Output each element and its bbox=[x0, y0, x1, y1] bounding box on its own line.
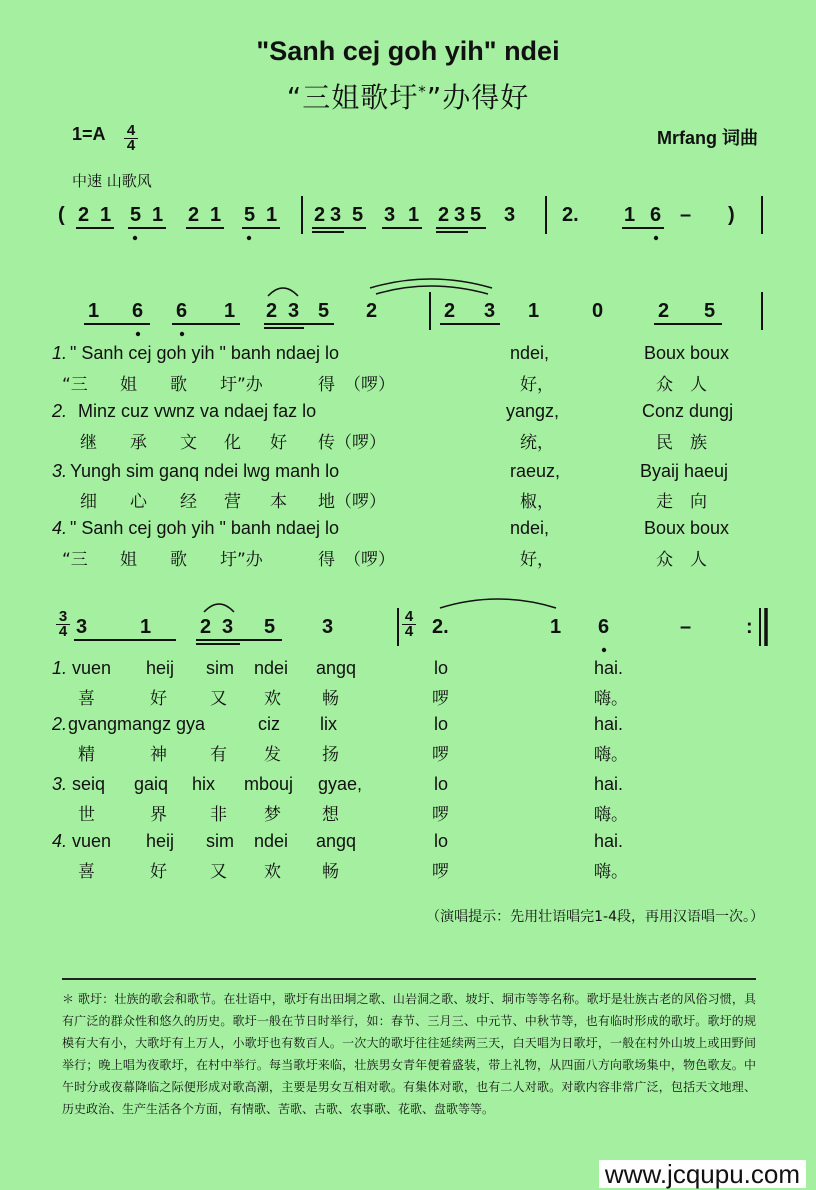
note: 0 bbox=[592, 300, 604, 322]
lyric-zhuang: sim bbox=[206, 831, 234, 851]
note: 2. bbox=[562, 204, 579, 226]
note: 1 bbox=[88, 300, 100, 322]
lyric-chinese: 统， bbox=[520, 433, 554, 453]
lyric-zhuang: gyae, bbox=[318, 774, 363, 794]
lyric-chinese: 心 bbox=[130, 492, 147, 512]
intro-paren-open: ( bbox=[58, 204, 65, 226]
lyric-chinese: 传（啰） bbox=[318, 433, 386, 453]
note: 1 bbox=[408, 204, 420, 226]
lyric-zhuang: Boux boux bbox=[644, 518, 730, 538]
key-signature: 1=A bbox=[72, 124, 106, 144]
verse-number: 1. bbox=[52, 343, 68, 363]
lyric-chinese: 文 bbox=[180, 433, 197, 453]
lyric-chinese: 世 bbox=[78, 805, 95, 825]
time-signature: 4 4 bbox=[124, 124, 138, 153]
lyric-zhuang: Byaij haeuj bbox=[640, 461, 729, 481]
lyric-chinese: 好 bbox=[270, 433, 287, 453]
lyric-chinese: 好， bbox=[520, 375, 554, 395]
verse-number: 3. bbox=[52, 461, 68, 481]
lyric-zhuang: hai. bbox=[594, 714, 624, 734]
note: 3 bbox=[222, 616, 234, 638]
octave-dots bbox=[133, 236, 658, 240]
lyric-zhuang: vuen bbox=[72, 831, 112, 851]
note: 3 bbox=[322, 616, 334, 638]
lyric-zhuang: hix bbox=[192, 774, 216, 794]
lyric-zhuang: raeuz, bbox=[510, 461, 561, 481]
lyric-chinese: 椒， bbox=[520, 492, 554, 512]
note: – bbox=[680, 204, 692, 226]
lyric-chinese: 精 bbox=[78, 745, 95, 765]
ties-line2 bbox=[204, 599, 556, 612]
footnote-text: ＊ 歌圩：壮族的歌会和歌节。在壮语中，歌圩有出田垌之歌、山岩洞之歌、坡圩、垌市等等名称。歌圩是壮族古老的风俗习惯，具有广泛的群众性和悠久的历史。歌圩一般在节日时举行，如：春节、三月三、中元节、中秋节等，也有临时形成的歌圩。歌圩的规模有大有小，大歌圩有上万人，小歌圩也有数百人。一次大的歌圩往往延续两三天，白天唱为日歌圩，一般在村外山坡上或田野间举行；晚上唱为夜歌圩，在村中举行。每当歌圩来临，壮族男女青年便着盛装，带上礼物，从四面八方向歌场集中，物色歌友。中午时分或夜幕降临之际便形成对歌高潮，主要是男女互相对歌。有集体对歌，也有二人对歌。对歌内容非常广泛，包括天文地理、历史政治、生产生活各个方面，有情歌、苦歌、古歌、农事歌、花歌、盘歌等等。 bbox=[62, 992, 756, 1116]
note: 2 bbox=[188, 204, 200, 226]
time-signature-3-4: 3 4 bbox=[56, 610, 70, 639]
lyric-zhuang: hai. bbox=[594, 658, 624, 678]
lyric-chinese: 好 bbox=[150, 689, 167, 709]
lyric-zhuang: hai. bbox=[594, 831, 624, 851]
lyric-zhuang: vuen bbox=[72, 658, 112, 678]
lyric-zhuang: yangz, bbox=[506, 401, 560, 421]
note: 3 bbox=[76, 616, 88, 638]
tempo-marking: 中速 山歌风 bbox=[72, 172, 152, 190]
note: 6 bbox=[132, 300, 144, 322]
lyric-chinese: 姐 bbox=[120, 375, 137, 395]
note: 1 bbox=[152, 204, 164, 226]
lyric-chinese: “三 bbox=[62, 550, 88, 570]
lyric-zhuang: sim bbox=[206, 658, 234, 678]
lyric-zhuang: heij bbox=[146, 658, 175, 678]
note: 5 bbox=[470, 204, 482, 226]
lyric-chinese: 歌 bbox=[170, 375, 187, 395]
repeat-dots: : bbox=[746, 616, 753, 638]
note: 2 bbox=[658, 300, 670, 322]
lyric-chinese: 走 向 bbox=[656, 492, 707, 512]
note: 3 bbox=[484, 300, 496, 322]
lyric-zhuang: ndei bbox=[254, 658, 289, 678]
note: 1 bbox=[100, 204, 112, 226]
title-chinese: “三姐歌圩*”办得好 bbox=[286, 81, 530, 114]
lyric-zhuang: gya bbox=[176, 714, 206, 734]
lyric-zhuang: mbouj bbox=[244, 774, 294, 794]
note: 5 bbox=[130, 204, 142, 226]
verse-number: 3. bbox=[52, 774, 68, 794]
note: 2 bbox=[200, 616, 212, 638]
lyric-zhuang: angq bbox=[316, 658, 357, 678]
note: 2. bbox=[432, 616, 449, 638]
performance-hint: （演唱提示：先用壮语唱完1-4段，再用汉语唱一次。） bbox=[426, 909, 764, 925]
lyric-chinese: 嗨。 bbox=[594, 805, 628, 825]
lyric-chinese: 细 bbox=[80, 492, 97, 512]
note: 1 bbox=[266, 204, 278, 226]
lyric-chinese: 圩”办 bbox=[220, 375, 263, 395]
octave-dots-line2 bbox=[602, 648, 606, 652]
lyric-chinese: 众 人 bbox=[656, 550, 707, 570]
lyric-zhuang: lo bbox=[434, 714, 449, 734]
lyric-chinese: 啰 bbox=[432, 862, 449, 882]
lyric-zhuang: hai. bbox=[594, 774, 624, 794]
lyric-chinese: 欢 bbox=[264, 689, 281, 709]
note: 6 bbox=[650, 204, 662, 226]
note: 3 bbox=[384, 204, 396, 226]
note: 6 bbox=[176, 300, 188, 322]
note: 5 bbox=[704, 300, 716, 322]
octave-dots-line1 bbox=[136, 332, 184, 336]
verse-number: 4. bbox=[52, 831, 68, 851]
lyric-chinese: （啰） bbox=[344, 550, 395, 570]
lyric-zhuang: heij bbox=[146, 831, 175, 851]
lyric-chinese: 嗨。 bbox=[594, 689, 628, 709]
beam-lines bbox=[76, 228, 664, 232]
lyric-chinese: 扬 bbox=[322, 745, 339, 765]
lyric-chinese: 界 bbox=[150, 805, 167, 825]
lyric-zhuang: lo bbox=[434, 831, 449, 851]
lyric-zhuang: gaiq bbox=[134, 774, 169, 794]
lyric-chinese: 姐 bbox=[120, 550, 137, 570]
lyric-chinese: 化 bbox=[224, 433, 241, 453]
note: 2 bbox=[366, 300, 378, 322]
lyric-chinese: 畅 bbox=[322, 689, 339, 709]
lyric-chinese: 民 族 bbox=[656, 433, 707, 453]
beam-lines-line2 bbox=[74, 640, 282, 644]
lyric-zhuang: gvangmangz bbox=[68, 714, 172, 734]
ties-line1 bbox=[268, 279, 492, 296]
note: 1 bbox=[224, 300, 236, 322]
composer: Mrfang 词曲 bbox=[657, 128, 758, 148]
note: 2 bbox=[438, 204, 450, 226]
lyric-chinese: 好， bbox=[520, 550, 554, 570]
lyric-chinese: 继 bbox=[80, 433, 97, 453]
note: 2 bbox=[314, 204, 326, 226]
lyric-chinese: 神 bbox=[150, 745, 167, 765]
note: 5 bbox=[318, 300, 330, 322]
lyric-zhuang: ciz bbox=[258, 714, 280, 734]
lyric-chinese: 嗨。 bbox=[594, 862, 628, 882]
note: 5 bbox=[352, 204, 364, 226]
lyric-zhuang: seiq bbox=[72, 774, 106, 794]
note: 1 bbox=[528, 300, 540, 322]
lyric-zhuang: " Sanh cej goh yih " banh ndaej lo bbox=[70, 343, 339, 363]
lyric-chinese: 地（啰） bbox=[318, 492, 386, 512]
note: 6 bbox=[598, 616, 610, 638]
note: 3 bbox=[330, 204, 342, 226]
title-english: "Sanh cej goh yih" ndei bbox=[256, 36, 560, 66]
lyric-chinese: 歌 bbox=[170, 550, 187, 570]
lyric-chinese: 又 bbox=[210, 689, 227, 709]
note: – bbox=[680, 616, 692, 638]
lyric-chinese: 得 bbox=[318, 550, 335, 570]
lyric-chinese: 想 bbox=[322, 805, 339, 825]
lyric-chinese: 发 bbox=[264, 745, 281, 765]
intro-paren-close: ) bbox=[728, 204, 735, 226]
note: 1 bbox=[550, 616, 562, 638]
lyric-chinese: “三 bbox=[62, 375, 88, 395]
lyric-chinese: 啰 bbox=[432, 745, 449, 765]
lyric-zhuang: Minz cuz vwnz va ndaej faz lo bbox=[78, 401, 317, 421]
verse-number: 2. bbox=[52, 401, 68, 421]
lyric-chinese: 圩”办 bbox=[220, 550, 263, 570]
lyric-chinese: 有 bbox=[210, 745, 227, 765]
lyric-chinese: 经 bbox=[180, 492, 197, 512]
note: 1 bbox=[210, 204, 222, 226]
lyric-zhuang: ndei, bbox=[510, 343, 550, 363]
verse-number: 1. bbox=[52, 658, 68, 678]
note: 2 bbox=[78, 204, 90, 226]
lyric-zhuang: " Sanh cej goh yih " banh ndaej lo bbox=[70, 518, 339, 538]
lyric-chinese: 畅 bbox=[322, 862, 339, 882]
verse-number: 4. bbox=[52, 518, 68, 538]
bar-lines-line2 bbox=[398, 608, 766, 646]
lyric-chinese: （啰） bbox=[344, 375, 395, 395]
lyric-chinese: 本 bbox=[270, 492, 287, 512]
lyric-zhuang: ndei, bbox=[510, 518, 550, 538]
beam-lines-line1 bbox=[84, 324, 722, 328]
lyric-chinese: 非 bbox=[210, 805, 227, 825]
lyric-zhuang: lix bbox=[320, 714, 337, 734]
lyric-zhuang: lo bbox=[434, 774, 449, 794]
lyric-chinese: 啰 bbox=[432, 805, 449, 825]
lyric-chinese: 又 bbox=[210, 862, 227, 882]
lyric-zhuang: Boux boux bbox=[644, 343, 730, 363]
note: 3 bbox=[288, 300, 300, 322]
note: 2 bbox=[266, 300, 278, 322]
lyric-zhuang: ndei bbox=[254, 831, 289, 851]
note: 1 bbox=[140, 616, 152, 638]
lyric-chinese: 众 人 bbox=[656, 375, 707, 395]
note: 2 bbox=[444, 300, 456, 322]
verse-number: 2. bbox=[52, 714, 68, 734]
website-watermark: www.jcqupu.com bbox=[599, 1160, 806, 1188]
lyric-chinese: 欢 bbox=[264, 862, 281, 882]
footnote-marker: * bbox=[418, 82, 427, 101]
lyric-zhuang: Yungh sim ganq ndei lwg manh lo bbox=[70, 461, 340, 481]
lyric-chinese: 梦 bbox=[264, 805, 281, 825]
note: 5 bbox=[244, 204, 256, 226]
note: 3 bbox=[504, 204, 516, 226]
lyric-zhuang: lo bbox=[434, 658, 449, 678]
time-signature-4-4: 4 4 bbox=[402, 610, 416, 639]
lyric-chinese: 得 bbox=[318, 375, 335, 395]
lyric-zhuang: Conz dungj bbox=[642, 401, 734, 421]
lyric-chinese: 嗨。 bbox=[594, 745, 628, 765]
lyric-chinese: 啰 bbox=[432, 689, 449, 709]
lyric-chinese: 好 bbox=[150, 862, 167, 882]
bar-lines bbox=[302, 196, 762, 234]
note: 5 bbox=[264, 616, 276, 638]
lyric-chinese: 喜 bbox=[78, 862, 95, 882]
lyric-chinese: 喜 bbox=[78, 689, 95, 709]
lyric-chinese: 营 bbox=[224, 492, 241, 512]
note: 3 bbox=[454, 204, 466, 226]
lyric-chinese: 承 bbox=[130, 433, 147, 453]
lyric-zhuang: angq bbox=[316, 831, 357, 851]
note: 1 bbox=[624, 204, 636, 226]
